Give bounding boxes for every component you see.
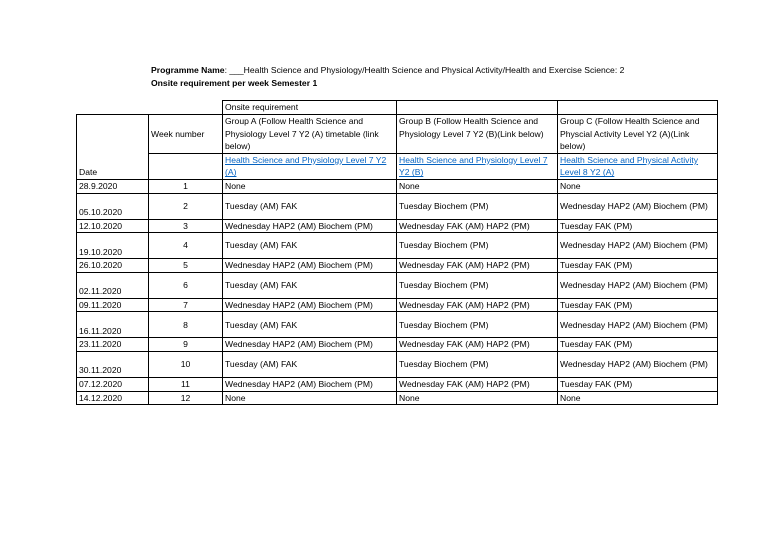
table-row <box>77 233 718 259</box>
group-a-cell: Tuesday (AM) FAK <box>223 193 397 219</box>
week-cell: 10 <box>149 351 223 377</box>
table-row <box>77 193 718 219</box>
subtitle: Onsite requirement per week Semester 1 <box>151 78 318 88</box>
table-row <box>77 179 718 193</box>
date-cell: 19.10.2020 <box>77 233 149 259</box>
programme-label: Programme Name <box>151 65 225 75</box>
table-row <box>77 312 718 338</box>
week-cell: 1 <box>149 179 223 193</box>
table-row <box>77 219 718 233</box>
group-c-cell: Wednesday HAP2 (AM) Biochem (PM) <box>558 351 718 377</box>
group-c-timetable-link[interactable]: Health Science and Physical Activity Level 8 Y2 (A) <box>560 154 699 178</box>
group-b-cell: Tuesday Biochem (PM) <box>397 351 558 377</box>
group-c-cell: None <box>558 391 718 405</box>
date-cell: 05.10.2020 <box>77 193 149 219</box>
table-row <box>77 338 718 352</box>
group-c-cell: Wednesday HAP2 (AM) Biochem (PM) <box>558 193 718 219</box>
group-b-cell: Tuesday Biochem (PM) <box>397 272 558 298</box>
blank-cell <box>149 101 223 115</box>
week-cell: 12 <box>149 391 223 405</box>
date-cell: 26.10.2020 <box>77 259 149 273</box>
group-c-cell: None <box>558 179 718 193</box>
group-b-cell: Wednesday FAK (AM) HAP2 (PM) <box>397 219 558 233</box>
week-cell: 8 <box>149 312 223 338</box>
week-cell: 6 <box>149 272 223 298</box>
table-row <box>77 377 718 391</box>
date-cell: 12.10.2020 <box>77 219 149 233</box>
group-b-cell: Wednesday FAK (AM) HAP2 (PM) <box>397 298 558 312</box>
group-c-cell: Tuesday FAK (PM) <box>558 298 718 312</box>
date-cell: 07.12.2020 <box>77 377 149 391</box>
group-a-cell: None <box>223 179 397 193</box>
group-a-cell: Wednesday HAP2 (AM) Biochem (PM) <box>223 377 397 391</box>
week-cell: 11 <box>149 377 223 391</box>
week-cell: 4 <box>149 233 223 259</box>
week-cell: 5 <box>149 259 223 273</box>
date-cell: 30.11.2020 <box>77 351 149 377</box>
programme-name <box>151 65 624 75</box>
week-cell: 7 <box>149 298 223 312</box>
blank-cell <box>397 101 558 115</box>
group-b-header: Group B (Follow Health Science and Physiology Level 7 Y2 (B)(Link below) <box>397 115 558 154</box>
group-a-cell: Wednesday HAP2 (AM) Biochem (PM) <box>223 259 397 273</box>
group-c-header: Group C (Follow Health Science and Physcial Activity Level Y2 (A)(Link below) <box>558 115 718 154</box>
blank-cell <box>558 101 718 115</box>
group-a-timetable-link[interactable]: Health Science and Physiology Level 7 Y2 (A) <box>225 154 387 178</box>
group-a-cell: Wednesday HAP2 (AM) Biochem (PM) <box>223 219 397 233</box>
group-a-header: Group A (Follow Health Science and Physiology Level 7 Y2 (A) timetable (link below) <box>223 115 397 154</box>
group-b-cell: Tuesday Biochem (PM) <box>397 312 558 338</box>
group-c-cell: Tuesday FAK (PM) <box>558 338 718 352</box>
group-b-cell: Tuesday Biochem (PM) <box>397 233 558 259</box>
date-cell: 09.11.2020 <box>77 298 149 312</box>
group-b-cell: Wednesday FAK (AM) HAP2 (PM) <box>397 377 558 391</box>
blank-cell <box>149 153 223 179</box>
group-b-cell: Wednesday FAK (AM) HAP2 (PM) <box>397 338 558 352</box>
table-row <box>77 351 718 377</box>
group-a-cell: Wednesday HAP2 (AM) Biochem (PM) <box>223 338 397 352</box>
group-a-cell: Tuesday (AM) FAK <box>223 351 397 377</box>
table-row <box>77 391 718 405</box>
blank-cell <box>77 101 149 115</box>
date-cell: 02.11.2020 <box>77 272 149 298</box>
week-cell: 3 <box>149 219 223 233</box>
group-b-cell: Tuesday Biochem (PM) <box>397 193 558 219</box>
onsite-schedule-table <box>76 100 718 405</box>
group-a-cell: Tuesday (AM) FAK <box>223 312 397 338</box>
group-a-cell: Tuesday (AM) FAK <box>223 272 397 298</box>
table-row <box>77 259 718 273</box>
date-cell: 23.11.2020 <box>77 338 149 352</box>
group-b-timetable-link[interactable]: Health Science and Physiology Level 7 Y2 (B) <box>399 154 548 178</box>
group-c-cell: Tuesday FAK (PM) <box>558 219 718 233</box>
date-header: Date <box>77 115 149 180</box>
group-c-cell: Wednesday HAP2 (AM) Biochem (PM) <box>558 312 718 338</box>
date-cell: 16.11.2020 <box>77 312 149 338</box>
group-b-cell: None <box>397 179 558 193</box>
week-header: Week number <box>149 115 223 154</box>
group-a-cell: None <box>223 391 397 405</box>
group-c-cell: Wednesday HAP2 (AM) Biochem (PM) <box>558 272 718 298</box>
group-b-cell: None <box>397 391 558 405</box>
group-c-cell: Tuesday FAK (PM) <box>558 259 718 273</box>
table-row <box>77 298 718 312</box>
week-cell: 2 <box>149 193 223 219</box>
group-a-cell: Wednesday HAP2 (AM) Biochem (PM) <box>223 298 397 312</box>
group-c-cell: Tuesday FAK (PM) <box>558 377 718 391</box>
programme-value: : ___Health Science and Physiology/Health Science and Physical Activity/Health and Exercise Science: 2 <box>224 65 625 75</box>
group-a-cell: Tuesday (AM) FAK <box>223 233 397 259</box>
date-cell: 14.12.2020 <box>77 391 149 405</box>
group-b-cell: Wednesday FAK (AM) HAP2 (PM) <box>397 259 558 273</box>
week-cell: 9 <box>149 338 223 352</box>
group-c-cell: Wednesday HAP2 (AM) Biochem (PM) <box>558 233 718 259</box>
onsite-header: Onsite requirement <box>223 101 397 115</box>
date-cell: 28.9.2020 <box>77 179 149 193</box>
table-row <box>77 272 718 298</box>
